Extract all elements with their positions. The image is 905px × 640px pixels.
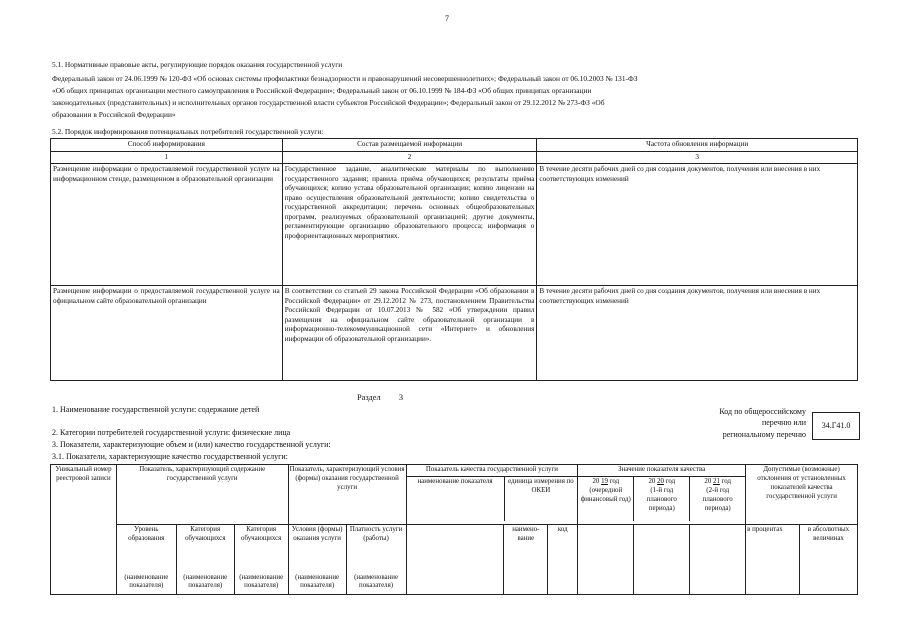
code-label-line-2: перечню или: [761, 418, 806, 427]
unique-number-header: Уникальный номер реестровой записи: [51, 465, 117, 595]
column-number: 2: [282, 151, 537, 164]
year-3-value: [690, 525, 746, 595]
indicator-name-note: (наименование показателя): [288, 573, 346, 595]
year-1-value: [578, 525, 634, 595]
service-name: 1. Наименование государственной услуги: содержание детей: [52, 405, 260, 414]
quality-values-title: Значение показателя качества: [578, 465, 745, 477]
deviation-percent-header: в процентах: [746, 525, 800, 595]
quality-name-cell: [406, 525, 504, 595]
section-5-1-heading: 5.1. Нормативные правовые акты, регулирующие порядок оказания государственной услуги: [52, 60, 343, 69]
quality-indicator-name-header: наименование показателя: [407, 477, 505, 521]
column-number-row: [51, 151, 858, 164]
law-text-line-1: Федеральный закон от 24.06.1999 № 120-ФЗ «Об основах системы профилактики безнадзорности и правонарушений несовершеннолетних»; Федеральный закон от 06.10.2003 № 131-ФЗ: [52, 74, 638, 83]
content-indicator-header: Показатель, характеризующий содержание государственной услуги: [116, 465, 288, 525]
section-number: 3: [398, 393, 404, 402]
year-2-header: 20 20 год (1-й год планового периода): [634, 477, 690, 521]
year-1-header: 20 19 год (очередной финансовый год): [578, 477, 634, 521]
quality-indicator-header: [406, 465, 578, 525]
column-header: Частота обновления информации: [537, 139, 858, 152]
section-title: [357, 393, 403, 404]
informing-table: [50, 138, 858, 381]
code-label-line-1: Код по общероссийскому: [719, 407, 806, 416]
indicator-name-note: (наименование показателя): [234, 573, 288, 595]
indicator-name-note: (наименование показателя): [176, 573, 234, 595]
deviation-absolute-header: в абсолютных величинах: [800, 525, 858, 595]
unit-name-subheader: наимено-вание: [504, 525, 548, 595]
code-label-line-3: региональному перечню: [722, 430, 806, 439]
law-text-line-3: законодательных (представительных) и исполнительных органов государственной власти субъектов Российской Федерации»; Федеральный закон от 29.12.2012 № 273-ФЗ «Об: [52, 98, 605, 107]
registry-code-box: 34.Г41.0: [812, 412, 860, 440]
section-word: Раздел: [357, 393, 381, 402]
quality-indicator-title: Показатель качества государственной услуги: [407, 465, 578, 477]
unit-header: единица измерения по ОКЕИ: [508, 477, 574, 494]
subheader-student-category: Категория обучающихся: [176, 525, 234, 573]
law-text-line-2: «Об общих принципах организации местного самоуправления в Российской Федерации»; Федеральный закон от 06.10.1999 № 184-ФЗ «Об общих принципах организации: [52, 86, 592, 95]
page-number: 7: [445, 14, 449, 23]
table-header-row: [51, 465, 858, 525]
table-header-row: [51, 139, 858, 152]
quality-indicators-heading: 3.1. Показатели, характеризующие качество государственной услуги:: [52, 452, 288, 461]
informing-method: Размещение информации о предоставляемой государственной услуге на информационном стенде, размещенном в образовательной организации: [51, 164, 283, 286]
indicator-name-note: (наименование показателя): [116, 573, 176, 595]
column-header: Состав размещаемой информации: [282, 139, 537, 152]
unit-code-subheader: код: [548, 525, 578, 595]
quality-values-header: [578, 465, 746, 525]
year-3-header: 20 21 год (2-й год планового периода): [702, 477, 733, 512]
subheader-education-level: Уровень образования: [116, 525, 176, 573]
subheader-student-category: Категория обучающихся: [234, 525, 288, 573]
informing-content: В соответствии со статьей 29 закона Российской Федерации «Об образовании в Российской Федерации» от 29.12.2012 № 273, постановлением Правительства Российской Федерации от 10.07.2013 № 582 «Об утверждении правил размещения на официальном сайте образовательной организации в информационно-телекоммуникационной сети «Интернет» и обновления информации об образовательной организации».: [282, 286, 537, 381]
column-number: 1: [51, 151, 283, 164]
indicator-name-note: (наименование показателя): [346, 573, 406, 595]
subheader-payment: Платность услуги (работы): [346, 525, 406, 573]
informing-content: Государственное задание, аналитические материалы по выполнению государственного задания; правила приёма обучающихся; результаты приёма обучающихся; копию устава образовательной организации; копию лицензии на право осуществления образовательной деятельности; копию свидетельства о государственной аккредитации; перечень основных общеобразовательных программ, реализуемых образовательной организацией; другие документы, регламентирующие организацию образовательного процесса; информация о профориентационных мероприятиях.: [282, 164, 537, 286]
informing-method: Размещение информации о предоставляемой государственной услуге на официальном сайте образовательной организации: [51, 286, 283, 381]
subheader-conditions: Условия (формы) оказания услуги: [288, 525, 346, 573]
column-number: 3: [537, 151, 858, 164]
year-2-value: [634, 525, 690, 595]
update-frequency: В течение десяти рабочих дней со дня создания документов, получения или внесения в них соответствующих изменений: [537, 286, 858, 381]
consumer-category: 2. Категории потребителей государственной услуги: физические лица: [52, 428, 291, 437]
deviation-header: Допустимые (возможные) отклонения от установленных показателей качества государственной услуги: [746, 465, 858, 525]
column-header: Способ информирования: [51, 139, 283, 152]
table-row: [51, 286, 858, 381]
section-5-2-heading: 5.2. Порядок информирования потенциальных потребителей государственной услуги:: [52, 127, 324, 136]
law-text-line-4: образовании в Российской Федерации»: [52, 110, 176, 119]
update-frequency: В течение десяти рабочих дней со дня создания документов, получения или внесения в них соответствующих изменений: [537, 164, 858, 286]
table-row: [51, 164, 858, 286]
conditions-indicator-header: Показатель, характеризующий условия (формы) оказания государственной услуги: [288, 465, 406, 525]
subheader-row: [51, 525, 858, 573]
quality-indicators-table: [50, 464, 858, 595]
indicators-heading: 3. Показатели, характеризующие объем и (или) качество государственной услуги:: [52, 440, 331, 449]
